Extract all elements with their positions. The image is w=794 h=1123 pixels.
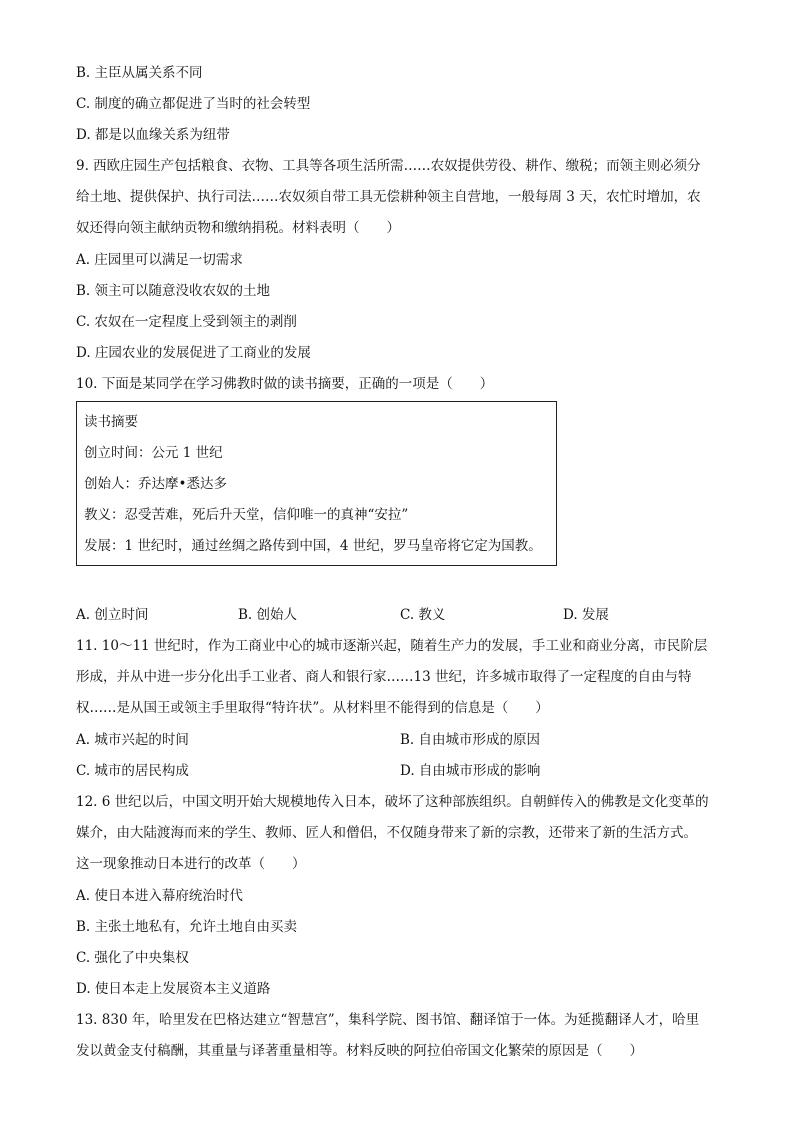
q9-stem-line-1: 9. 西欧庄园生产包括粮食、衣物、工具等各项生活所需……农奴提供劳役、耕作、缴税；而领主则必须分 [76, 158, 701, 174]
q11-stem-line-3: 权……是从国王或领主手里取得“特许状”。从材料里不能得到的信息是（ ） [76, 700, 549, 716]
q9-stem-line-3: 奴还得向领主献纳贡物和缴纳捐税。材料表明（ ） [76, 220, 400, 236]
q13-stem-line-1: 13. 830 年，哈里发在巴格达建立“智慧宫”，集科学院、图书馆、翻译馆于一体。为延揽翻译人才，哈里 [76, 1012, 700, 1028]
q8-option-c: C. 制度的确立都促进了当时的社会转型 [76, 96, 311, 112]
q12-stem-line-2: 媒介，由大陆渡海而来的学生、教师、匠人和僧侣，不仅随身带来了新的宗教，还带来了新的生活方式。 [76, 825, 697, 841]
q13-stem-line-2: 发以黄金支付稿酬，其重量与译著重量相等。材料反映的阿拉伯帝国文化繁荣的原因是（ ） [76, 1043, 643, 1059]
q12-option-b: B. 主张土地私有，允许土地自由买卖 [76, 919, 298, 935]
q12-option-a: A. 使日本进入幕府统治时代 [76, 888, 243, 904]
q12-option-c: C. 强化了中央集权 [76, 950, 189, 966]
q10-option-a: A. 创立时间 [76, 607, 149, 623]
q9-stem-line-2: 给土地、提供保护、执行司法……农奴须自带工具无偿耕种领主自营地，一般每周 3 天，农忙时增加，农 [76, 189, 701, 205]
q12-stem-line-3: 这一现象推动日本进行的改革（ ） [76, 856, 306, 872]
q12-stem-line-1: 12. 6 世纪以后，中国文明开始大规模地传入日本，破坏了这种部族组织。自朝鲜传入的佛教是文化变革的 [76, 794, 709, 810]
reading-notes-box [76, 401, 557, 566]
q11-stem-line-2: 形成，并从中进一步分化出手工业者、商人和银行家……13 世纪，许多城市取得了一定程度的自由与特 [76, 669, 692, 685]
q10-option-c: C. 教义 [400, 607, 446, 623]
q12-option-d: D. 使日本走上发展资本主义道路 [76, 981, 271, 997]
q10-stem: 10. 下面是某同学在学习佛教时做的读书摘要，正确的一项是（ ） [76, 376, 494, 392]
q11-option-d: D. 自由城市形成的影响 [400, 763, 541, 779]
q9-option-d: D. 庄园农业的发展促进了工商业的发展 [76, 345, 311, 361]
q11-option-b: B. 自由城市形成的原因 [400, 732, 541, 748]
q10-option-d: D. 发展 [563, 607, 609, 623]
q8-option-d: D. 都是以血缘关系为纽带 [76, 127, 230, 143]
notes-founder: 创始人：乔达摩•悉达多 [84, 476, 227, 492]
notes-doctrine: 教义：忍受苦难，死后升天堂，信仰唯一的真神“安拉” [84, 507, 409, 523]
q10-option-b: B. 创始人 [238, 607, 298, 623]
q9-option-c: C. 农奴在一定程度上受到领主的剥削 [76, 314, 297, 330]
notes-founding-time: 创立时间：公元 1 世纪 [84, 445, 223, 461]
q9-option-a: A. 庄园里可以满足一切需求 [76, 252, 243, 268]
q11-option-a: A. 城市兴起的时间 [76, 732, 189, 748]
notes-development: 发展：1 世纪时，通过丝绸之路传到中国，4 世纪，罗马皇帝将它定为国教。 [84, 538, 542, 554]
q11-option-c: C. 城市的居民构成 [76, 763, 189, 779]
q9-option-b: B. 领主可以随意没收农奴的土地 [76, 283, 271, 299]
q8-option-b: B. 主臣从属关系不同 [76, 65, 203, 81]
q11-stem-line-1: 11. 10～11 世纪时，作为工商业中心的城市逐渐兴起，随着生产力的发展，手工业和商业分离，市民阶层 [76, 638, 708, 654]
notes-title: 读书摘要 [84, 414, 138, 430]
